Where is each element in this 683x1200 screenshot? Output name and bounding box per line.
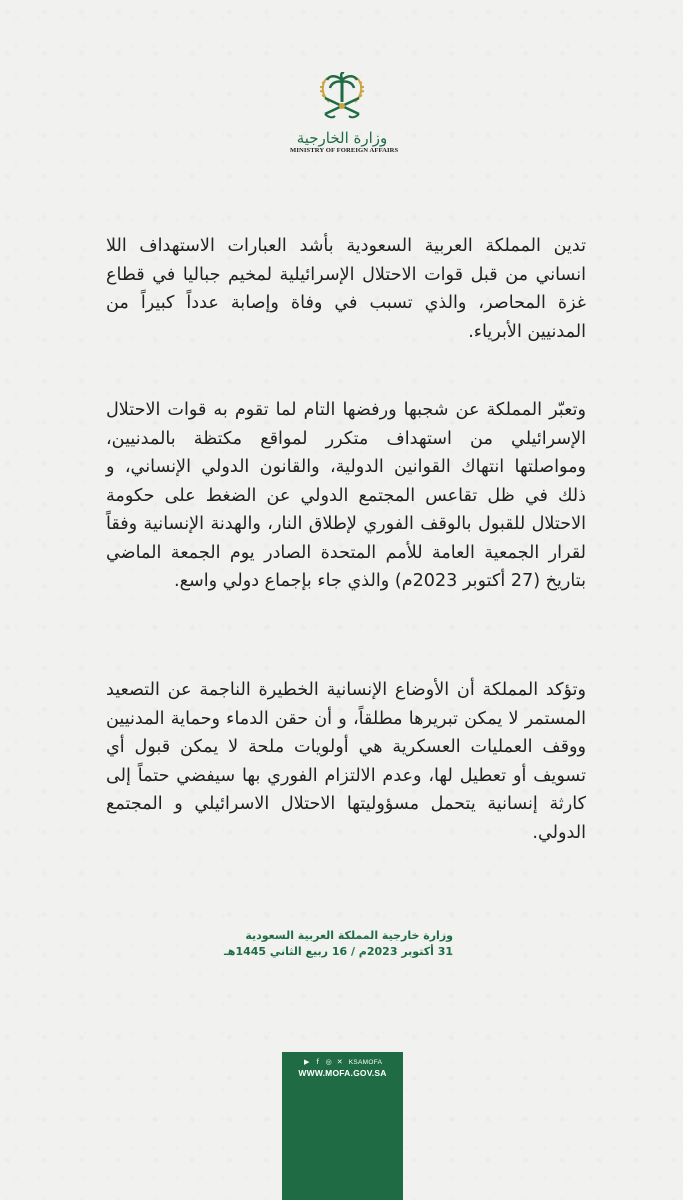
facebook-icon[interactable]: f [316, 1058, 319, 1066]
ministry-name-english: MINISTRY OF FOREIGN AFFAIRS [290, 147, 399, 154]
ministry-logo [290, 72, 399, 172]
social-links [282, 1056, 403, 1068]
statement-paragraph-3: وتؤكد المملكة أن الأوضاع الإنسانية الخطيرة الناجمة عن التصعيد المستمر لا يمكن تبريرها مطلقاً، و أن حقن الدماء وحماية المدنيين ووقف العمليات العسكرية هي أولويات ملحة لا يمكن قبول أي تسويف أو تعطيل لها، وعدم الالتزام الفوري بها سيفضي حتماً إلى كارثة إنسانية يتحمل مسؤوليتها الاحتلال الاسرائيلي و المجتمع الدولي. [106, 680, 586, 843]
signature-date: 31 أكتوبر 2023م / 16 ربيع الثاني 1445هـ [224, 945, 453, 958]
signature-block [224, 928, 453, 960]
ministry-name-arabic: وزارة الخارجية [296, 129, 388, 147]
social-handle[interactable]: KSAMOFA [348, 1058, 383, 1066]
emblem-icon [315, 72, 369, 128]
youtube-icon[interactable]: ▶ [304, 1058, 310, 1066]
website-link[interactable]: WWW.MOFA.GOV.SA [298, 1068, 387, 1078]
statement-paragraph-2: وتعبّر المملكة عن شجبها ورفضها التام لما تقوم به قوات الاحتلال الإسرائيلي من استهداف متكرر لمواقع مكتظة بالمدنيين، ومواصلتها انتهاك القوانين الدولية، والقانون الدولي الإنساني، و ذلك في ظل تقاعس المجتمع الدولي عن الضغط على حكومة الاحتلال للقبول بالوقف الفوري لإطلاق النار، والهدنة الإنسانية وفقاً لقرار الجمعية العامة للأمم المتحدة الصادر يوم الجمعة الماضي بتاريخ (27 أكتوبر 2023م) والذي جاء بإجماع دولي واسع. [106, 400, 586, 591]
x-icon[interactable]: ✕ [336, 1058, 343, 1066]
signature-issuer: وزارة خارجية المملكة العربية السعودية [245, 929, 453, 942]
instagram-icon[interactable]: ◎ [325, 1058, 332, 1066]
footer-panel [282, 1052, 403, 1200]
statement-paragraph-1: تدين المملكة العربية السعودية بأشد العبارات الاستهداف اللا انساني من قبل قوات الاحتلال الإسرائيلية لمخيم جباليا في قطاع غزة المحاصر، والذي تسبب في وفاة وإصابة عدداً كبيراً من المدنيين الأبرياء. [106, 236, 586, 342]
